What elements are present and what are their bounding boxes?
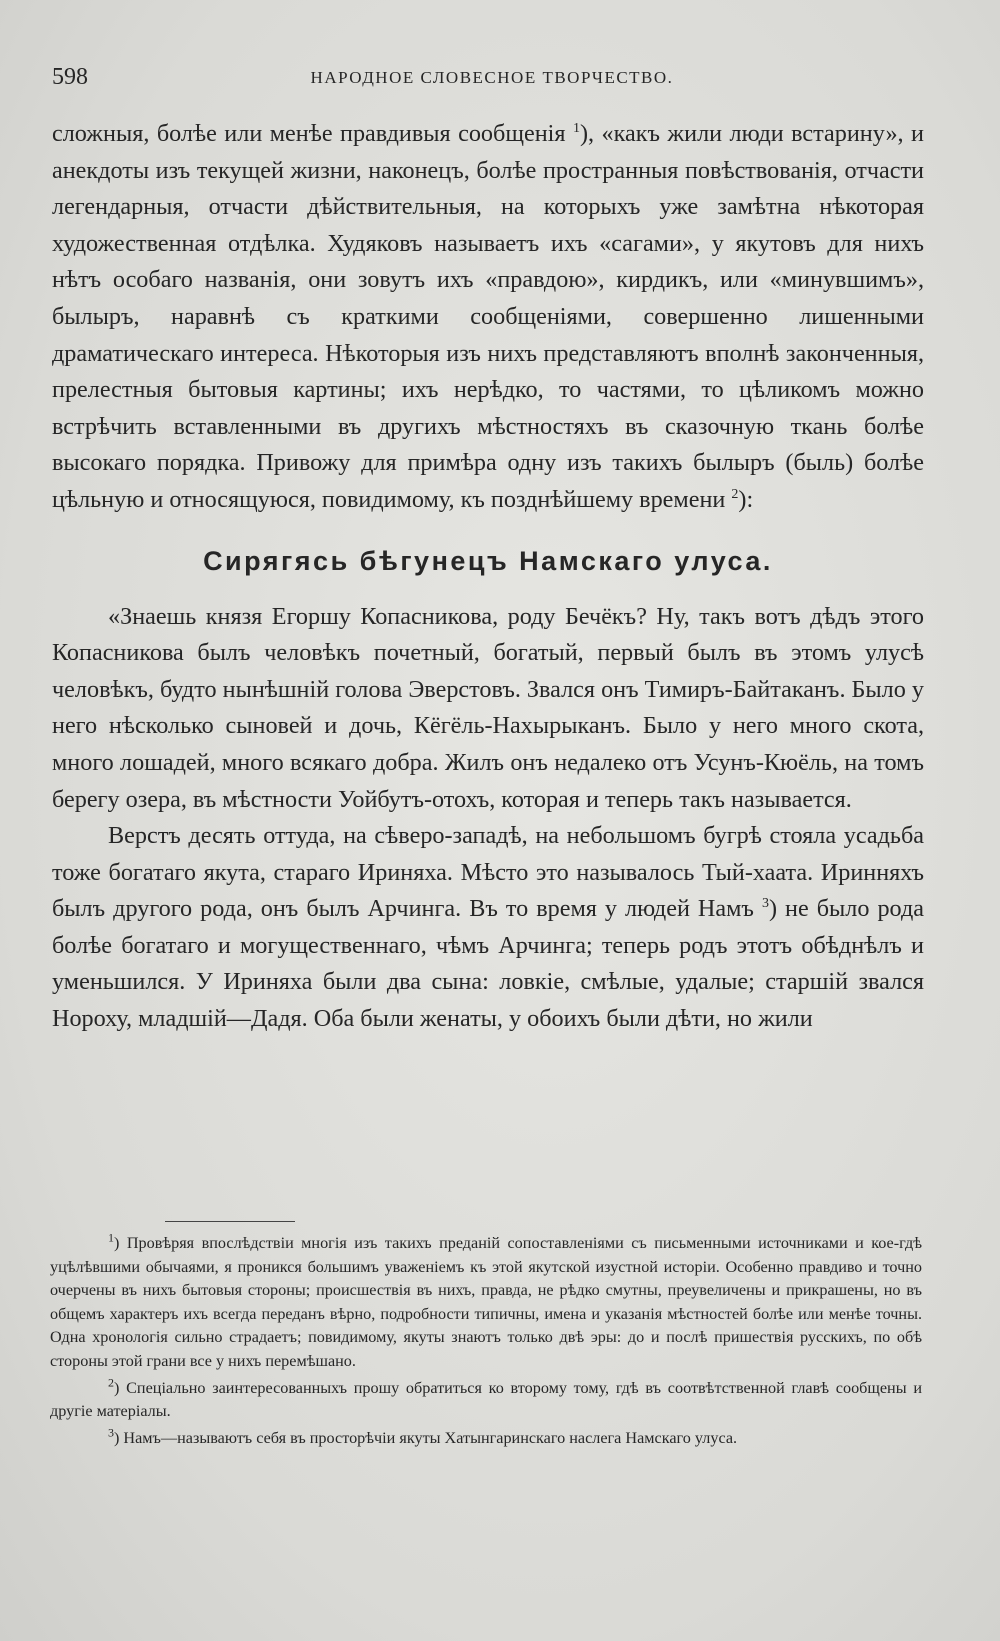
intro-paragraph bbox=[52, 116, 924, 519]
footnote-3-text: ) Намъ—называютъ себя въ просторѣчіи якуты Хатынгаринскаго наслега Намскаго улуса. bbox=[114, 1428, 738, 1447]
footnote-2-mark: 2 bbox=[108, 1375, 114, 1390]
page-header bbox=[52, 64, 932, 100]
footnote-ref-2: 2 bbox=[731, 486, 739, 502]
main-text bbox=[52, 116, 924, 1038]
footnote-3-mark: 3 bbox=[108, 1425, 114, 1440]
story-title: Сирягясь бѣгунецъ Намскаго улуса. bbox=[203, 545, 773, 576]
footnote-2 bbox=[50, 1377, 922, 1424]
intro-text-part-1: сложныя, болѣе или менѣе правдивыя сообщенія bbox=[52, 120, 573, 147]
story-paragraph-1: «Знаешь князя Егоршу Копасникова, роду Бечёкъ? Ну, такъ вотъ дѣдъ этого Копасникова былъ человѣкъ почетный, богатый, первый былъ въ этомъ улусѣ человѣкъ, будто нынѣшній голова Эверстовъ. Звался онъ Тимиръ-Байтаканъ. Было у него нѣсколько сыновей и дочь, Кёгёль-Нахырыканъ. Было у него много скота, много лошадей, много всякаго добра. Жилъ онъ недалеко отъ Усунъ-Кюёль, на томъ берегу озера, въ мѣстности Уойбутъ-отохъ, которая и теперь такъ называется. bbox=[52, 602, 924, 813]
footnote-1-mark: 1 bbox=[108, 1230, 114, 1245]
footnote-ref-1: 1 bbox=[572, 120, 580, 136]
footnote-divider bbox=[165, 1221, 295, 1222]
footnote-1 bbox=[50, 1232, 922, 1374]
footnote-3 bbox=[50, 1427, 922, 1451]
footnotes bbox=[50, 1232, 922, 1450]
story-paragraph-2 bbox=[52, 818, 924, 1038]
story-2-text-part-1: Верстъ десять оттуда, на сѣверо-западѣ, на небольшомъ бугрѣ стояла усадьба тоже богатаго якута, стараго Ириняха. Мѣсто это называлось Тый-хаата. Иринняхъ былъ другого рода, онъ былъ Арчинга. Въ то время у людей Намъ bbox=[52, 822, 924, 923]
intro-text-part-2: ), «какъ жили люди встарину», и анекдоты изъ текущей жизни, наконецъ, болѣе пространныя повѣствованія, отчасти легендарныя, отчасти дѣйствительныя, на которыхъ уже замѣтна нѣкоторая художественная отдѣлка. Худяковъ называетъ ихъ «сагами», у якутовъ для нихъ нѣтъ особаго названія, они зовутъ ихъ «правдою», кирдикъ, или «минувшимъ», былыръ, наравнѣ съ краткими сообщеніями, совершенно лишенными драматическаго интереса. Нѣкоторыя изъ нихъ представляютъ вполнѣ законченныя, прелестныя бытовыя картины; ихъ нерѣдко, то частями, то цѣликомъ можно встрѣчить вставленными въ другихъ мѣстностяхъ въ сказочную ткань болѣе высокаго порядка. Привожу для примѣра одну изъ такихъ былыръ (быль) болѣе цѣльную и относящуюся, повидимому, къ позднѣйшему времени bbox=[52, 120, 924, 513]
footnote-2-text: ) Спеціально заинтересованныхъ прошу обратиться ко второму тому, гдѣ въ соотвѣтственной главѣ сообщены и другіе матеріалы. bbox=[50, 1378, 922, 1421]
footnote-ref-3: 3 bbox=[761, 896, 769, 912]
story-2-text-part-2: ) не было рода болѣе богатаго и могущественнаго, чѣмъ Арчинга; теперь родъ этотъ обѣднѣлъ и уменьшился. У Ириняха были два сына: ловкіе, смѣлые, удалые; старшій звался Нороху, младшій—Дадя. Оба были женаты, у обоихъ были дѣти, но жили bbox=[52, 895, 925, 1033]
intro-text-part-3: ): bbox=[738, 485, 754, 513]
page-number: 598 bbox=[52, 64, 88, 90]
footnote-1-text: ) Провѣряя впослѣдствіи многія изъ такихъ преданій сопоставленіями съ письменными источниками и кое-гдѣ уцѣлѣвшими обычаями, я проникся большимъ уваженіемъ къ этой якутской изустной исторіи. Особенно правдиво и точно очерчены въ нихъ бытовыя стороны; происшествія въ нихъ, правда, не рѣдко смутны, преувеличены и прикрашены, но въ общемъ характеръ ихъ всегда переданъ вѣрно, подробности типичны, имена и указанія мѣстностей болѣе или менѣе точны. Одна хронологія сильно страдаетъ; повидимому, якуты знаютъ только двѣ эры: до и послѣ пришествія русскихъ, по обѣ стороны этой грани все у нихъ перемѣшано. bbox=[50, 1234, 922, 1370]
running-title: НАРОДНОЕ СЛОВЕСНОЕ ТВОРЧЕСТВО. bbox=[310, 68, 674, 87]
